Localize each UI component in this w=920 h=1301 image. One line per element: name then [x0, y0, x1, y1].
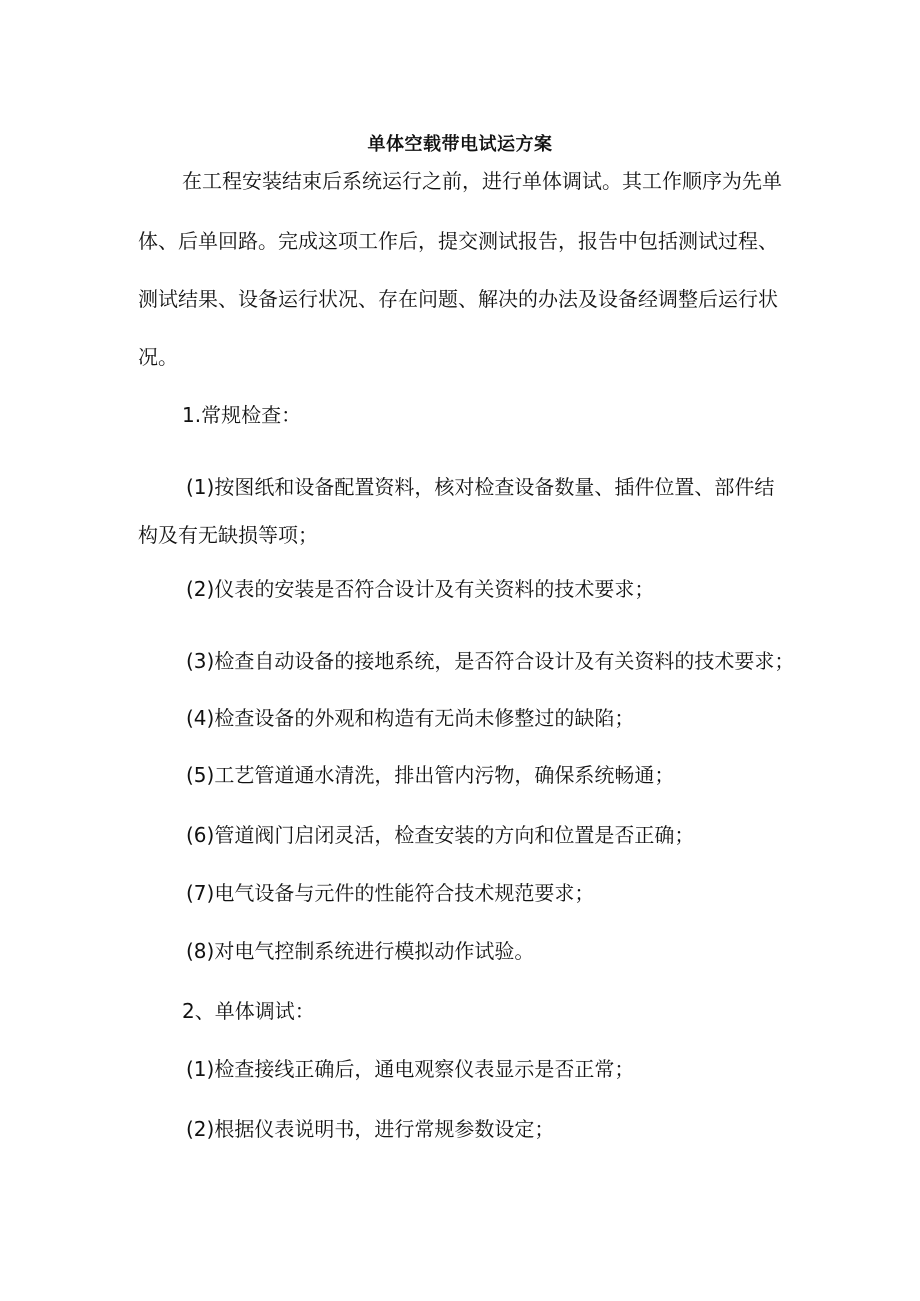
- check-item-1-line-1: (1)按图纸和设备配置资料，核对检查设备数量、插件位置、部件结: [186, 475, 775, 499]
- intro-paragraph-line-3: 测试结果、设备运行状况、存在问题、解决的办法及设备经调整后运行状: [138, 287, 778, 311]
- check-item-3: (3)检查自动设备的接地系统，是否符合设计及有关资料的技术要求；: [186, 649, 795, 673]
- section-heading-unit-debug: 2、单体调试：: [182, 999, 315, 1023]
- check-item-8: (8)对电气控制系统进行模拟动作试验。: [186, 939, 535, 963]
- debug-item-2: (2)根据仪表说明书，进行常规参数设定；: [186, 1117, 555, 1141]
- intro-paragraph-line-4: 况。: [138, 345, 178, 369]
- intro-paragraph-line-2: 体、后单回路。完成这项工作后，提交测试报告，报告中包括测试过程、: [138, 229, 778, 253]
- check-item-1-line-2: 构及有无缺损等项；: [138, 523, 318, 547]
- section-heading-routine-check: 1.常规检查：: [182, 403, 302, 427]
- document-title: 单体空载带电试运方案: [367, 134, 553, 155]
- check-item-4: (4)检查设备的外观和构造有无尚未修整过的缺陷；: [186, 706, 635, 730]
- check-item-2: (2)仪表的安装是否符合设计及有关资料的技术要求；: [186, 577, 655, 601]
- check-item-5: (5)工艺管道通水清洗，排出管内污物，确保系统畅通；: [186, 763, 675, 787]
- check-item-7: (7)电气设备与元件的性能符合技术规范要求；: [186, 881, 595, 905]
- check-item-6: (6)管道阀门启闭灵活，检查安装的方向和位置是否正确；: [186, 823, 695, 847]
- intro-paragraph-line-1: 在工程安装结束后系统运行之前，进行单体调试。其工作顺序为先单: [182, 169, 782, 193]
- debug-item-1: (1)检查接线正确后，通电观察仪表显示是否正常；: [186, 1057, 635, 1081]
